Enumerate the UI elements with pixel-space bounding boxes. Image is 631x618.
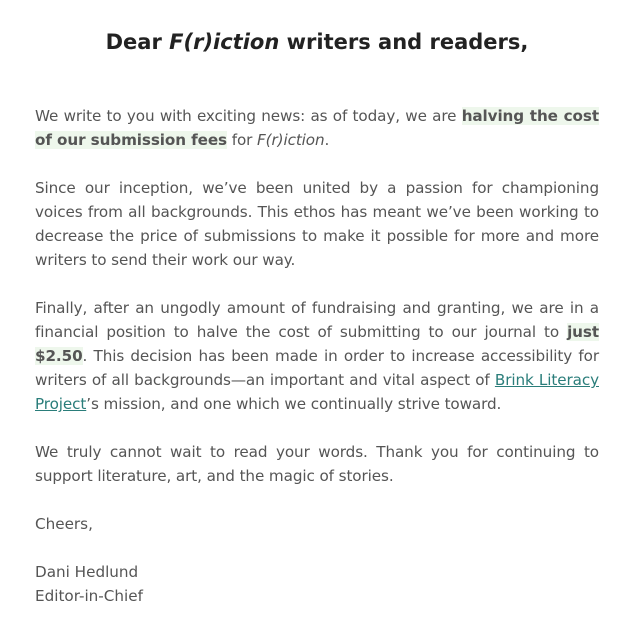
fee-highlight: halving the cost of our submission fees (35, 107, 599, 149)
price-highlight: just $2.50 (35, 323, 599, 365)
journal-name: F(r)iction (257, 131, 325, 149)
paragraph-announcement (35, 104, 599, 152)
announcement-text-3: . (324, 131, 330, 149)
signature-role: Editor-in-Chief (35, 587, 143, 605)
paragraph-mission: Since our inception, we’ve been united by a passion for championing voices from all backgrounds. This ethos has meant we’ve been working to decrease the price of submissions to make it possible for more and more writers to send their work our way. (35, 179, 599, 269)
closing: Cheers, (35, 515, 93, 533)
fee-details-text-2: . This decision has been made in order to increase accessibility for writers of all backgrounds—an important and vital aspect of (35, 347, 599, 389)
brink-literacy-project-link[interactable]: Brink Literacy Project (35, 371, 599, 413)
greeting-prefix: Dear (105, 30, 170, 54)
paragraph-fee-details (35, 296, 599, 416)
fee-details-text-3: ’s mission, and one which we continually strive toward. (86, 395, 502, 413)
signature-name: Dani Hedlund (35, 563, 139, 581)
letter (35, 26, 599, 608)
greeting-suffix: writers and readers, (279, 30, 529, 54)
fee-details-text: Finally, after an ungodly amount of fundraising and granting, we are in a financial position to halve the cost of submitting to our journal to (35, 299, 599, 341)
paragraph-thanks: We truly cannot wait to read your words. Thank you for continuing to support literature, art, and the magic of stories. (35, 443, 599, 485)
announcement-text-2: for (226, 131, 258, 149)
greeting-journal-name: F(r)iction (169, 30, 280, 54)
letter-greeting (35, 26, 599, 58)
announcement-text: We write to you with exciting news: as of today, we are (35, 107, 462, 125)
